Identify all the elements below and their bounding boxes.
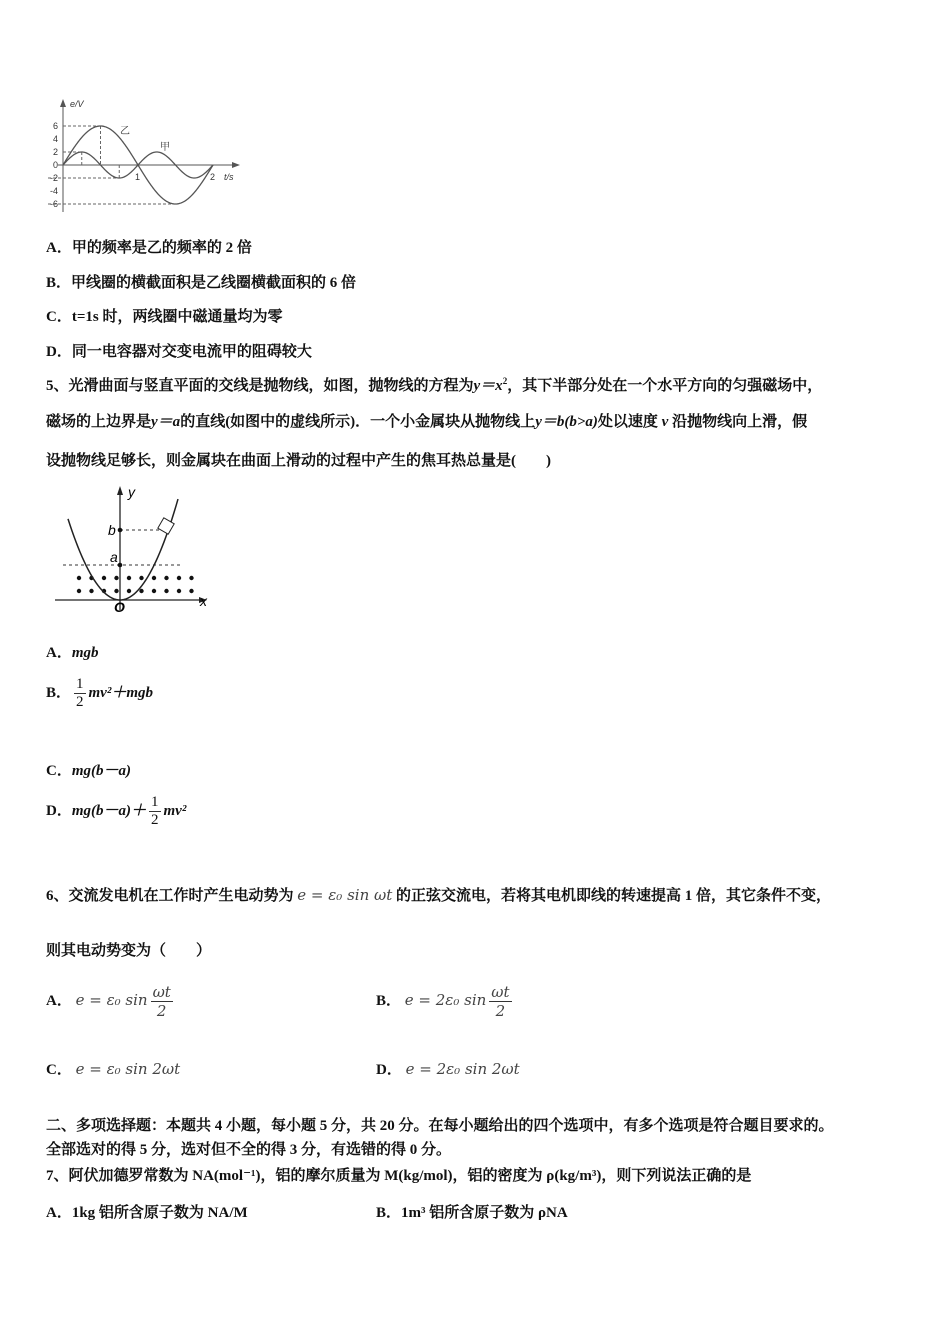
- e-axis-arrow: [60, 99, 66, 107]
- magnetic-field-dot: [127, 589, 131, 593]
- q5-option-d: D．mg(b－a)＋ $\frac{1}{2}$ mv²: [46, 794, 187, 828]
- magnetic-field-dot: [139, 589, 143, 593]
- q4-option-c: C．t=1s 时，两线圈中磁通量均为零: [46, 309, 283, 325]
- q5-line1: 5、光滑曲面与竖直平面的交线是抛物线，如图，抛物线的方程为$y=x^2$，其下半部分处在一个水平方向的匀强磁场中，: [46, 376, 823, 394]
- q6-option-d: D． e = 2ε₀ sin 2ωt: [376, 1060, 520, 1078]
- label-jia: 甲: [160, 142, 170, 153]
- q4-option-d: D．同一电容器对交变电流甲的阻碍较大: [46, 344, 312, 360]
- y-tick-label: 0: [52, 160, 58, 170]
- magnetic-field-dot: [164, 589, 168, 593]
- q7-stem: 7、阿伏加德罗常数为 NA(mol⁻¹)，铝的摩尔质量为 M(kg/mol)，铝的密度为 ρ(kg/m³)，则下列说法正确的是: [46, 1168, 752, 1184]
- parabola-figure: [45, 482, 215, 612]
- q5-line2: 磁场的上边界是y＝a的直线(如图中的虚线所示)．一个小金属块从抛物线上y＝b(b>a)处以速度 v 沿抛物线向上滑，假: [46, 414, 808, 430]
- section2-heading-line1: 二、多项选择题：本题共 4 小题，每小题 5 分，共 20 分。在每小题给出的四个选项中，有多个选项是符合题目要求的。: [46, 1118, 834, 1134]
- x-axis-label: x: [200, 593, 207, 609]
- q6-line1: 6、交流发电机在工作时产生电动势为 e = ε₀ sin ωt 的正弦交流电，若将其电机即线的转速提高 1 倍，其它条件不变，: [46, 886, 832, 904]
- y-tick-label: 6: [52, 121, 58, 131]
- x-tick-label: 2: [210, 172, 216, 182]
- fraction: $\frac{1}{2}$: [151, 794, 159, 828]
- y-tick-label: -2: [49, 173, 58, 183]
- magnetic-field-dot: [189, 589, 193, 593]
- magnetic-field-dot: [114, 589, 118, 593]
- y-tick-label: -4: [49, 186, 58, 196]
- q6-line2: 则其电动势变为（ ）: [46, 943, 212, 959]
- magnetic-field-dot: [177, 589, 181, 593]
- q7-option-b: B．1m³ 铝所含原子数为 ρNA: [376, 1205, 568, 1221]
- y-tick-label: -6: [49, 199, 58, 209]
- origin-label: O: [114, 599, 125, 612]
- magnetic-field-dot: [152, 589, 156, 593]
- label-yi: 乙: [120, 126, 130, 137]
- q5-option-b: B． $\frac{1}{2}$ mv²＋mgb: [46, 676, 154, 710]
- q4-option-a: A．甲的频率是乙的频率的 2 倍: [46, 240, 252, 256]
- magnetic-field-dot: [127, 576, 131, 580]
- fraction: $\frac{1}{2}$: [76, 676, 84, 710]
- q5-option-c: C．mg(b－a): [46, 763, 132, 779]
- q7-option-a: A．1kg 铝所含原子数为 NA/M: [46, 1205, 248, 1221]
- magnetic-field-dot: [77, 576, 81, 580]
- q6-option-a: A． e = ε₀ sin $\frac{\omega t}{2}$: [46, 983, 171, 1020]
- q6-option-c: C． e = ε₀ sin 2ωt: [46, 1060, 181, 1078]
- magnetic-field-dot: [177, 576, 181, 580]
- emf-time-graph: [40, 95, 260, 215]
- x-axis-label: t/s: [224, 172, 234, 182]
- a-label: a: [110, 549, 118, 565]
- magnetic-field-dot: [89, 589, 93, 593]
- q5-option-a: A．mgb: [46, 645, 99, 661]
- magnetic-field-dot: [139, 576, 143, 580]
- section2-heading-line2: 全部选对的得 5 分，选对但不全的得 3 分，有选错的得 0 分。: [46, 1142, 452, 1158]
- magnetic-field-dot: [189, 576, 193, 580]
- y-axis-label: y: [128, 484, 135, 500]
- y-tick-label: 4: [52, 134, 58, 144]
- q5-line3: 设抛物线足够长，则金属块在曲面上滑动的过程中产生的焦耳热总量是( ): [46, 453, 551, 469]
- y-tick-label: 2: [52, 147, 58, 157]
- x-tick-label: 1: [135, 172, 141, 182]
- q6-option-b: B． e = 2ε₀ sin $\frac{\omega t}{2}$: [376, 983, 510, 1020]
- magnetic-field-dot: [114, 576, 118, 580]
- t-axis-arrow: [232, 162, 240, 168]
- magnetic-field-dot: [77, 589, 81, 593]
- y-axis-label: e/V: [70, 99, 84, 109]
- magnetic-field-dot: [164, 576, 168, 580]
- magnetic-field-dot: [102, 576, 106, 580]
- q4-option-b: B．甲线圈的横截面积是乙线圈横截面积的 6 倍: [46, 275, 357, 291]
- magnetic-field-dot: [152, 576, 156, 580]
- b-label: b: [108, 522, 116, 538]
